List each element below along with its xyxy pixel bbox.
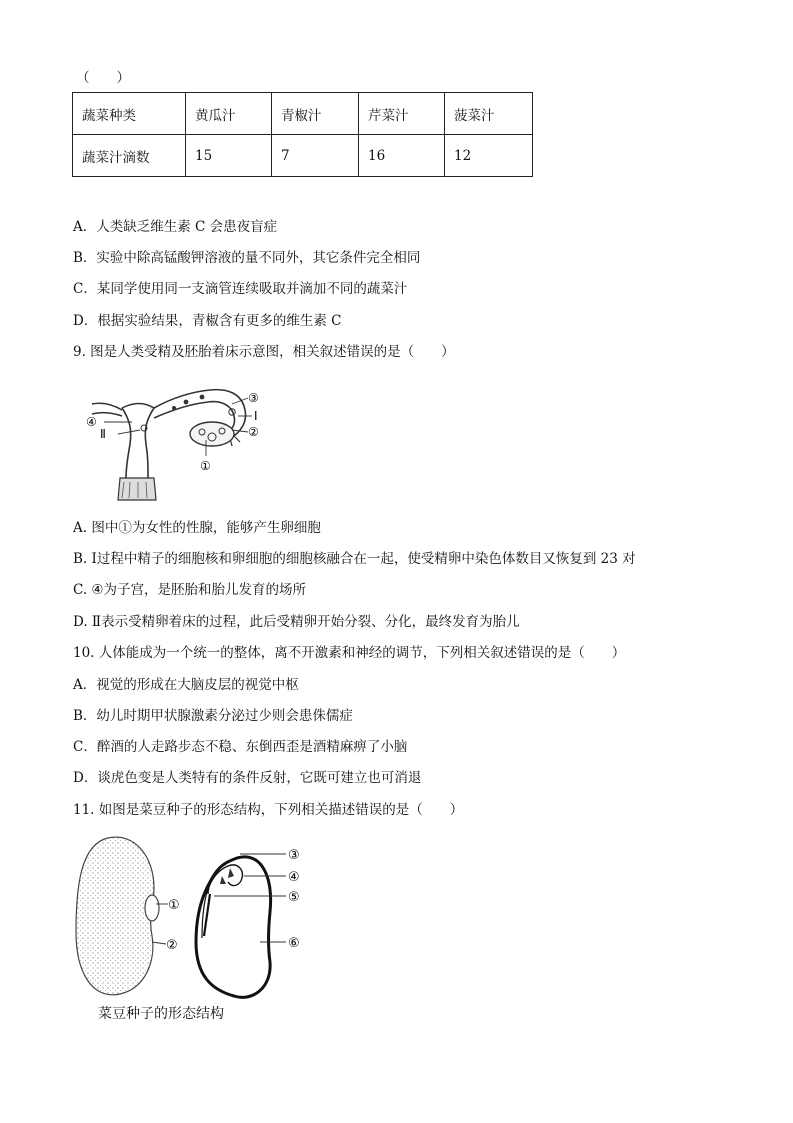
q9-stem: 9. 图是人类受精及胚胎着床示意图，相关叙述错误的是（ ） — [73, 344, 455, 360]
q8-option-b: B．实验中除高锰酸钾溶液的量不同外，其它条件完全相同 — [73, 250, 421, 266]
seed-label-1: ① — [168, 898, 180, 913]
q11-stem: 11. 如图是菜豆种子的形态结构，下列相关描述错误的是（ ） — [73, 802, 464, 818]
bean-seed-diagram — [72, 832, 312, 1004]
q10-option-b: B．幼儿时期甲状腺激素分泌过少则会患侏儒症 — [73, 708, 353, 724]
table-cell: 蔬菜汁滴数 — [73, 135, 186, 177]
q10-option-d: D．谈虎色变是人类特有的条件反射，它既可建立也可消退 — [73, 770, 422, 786]
diagram-label-i: Ⅰ — [254, 409, 258, 423]
table-cell: 菠菜汁 — [445, 93, 533, 135]
table-row — [73, 135, 533, 177]
table-cell: 12 — [445, 135, 533, 177]
q8-option-c: C．某同学使用同一支滴管连续吸取并滴加不同的蔬菜汁 — [73, 281, 408, 297]
diagram-label-3: ③ — [248, 391, 259, 405]
table-cell: 青椒汁 — [272, 93, 359, 135]
table-cell: 7 — [272, 135, 359, 177]
table-cell: 芹菜汁 — [359, 93, 445, 135]
table-cell: 蔬菜种类 — [73, 93, 186, 135]
q8-answer-paren: （ ） — [76, 70, 130, 86]
vegetable-juice-table — [72, 92, 533, 177]
seed-label-5: ⑤ — [288, 890, 300, 905]
diagram-label-1: ① — [200, 459, 211, 473]
diagram-label-ii: Ⅱ — [100, 427, 106, 441]
table-cell: 15 — [186, 135, 272, 177]
seed-label-2: ② — [166, 938, 178, 953]
table-row — [73, 93, 533, 135]
q9-option-c: C. ④为子宫，是胚胎和胎儿发育的场所 — [73, 582, 307, 598]
fertilization-diagram — [82, 382, 272, 504]
q9-option-d: D. Ⅱ表示受精卵着床的过程，此后受精卵开始分裂、分化，最终发育为胎儿 — [73, 614, 520, 630]
seed-label-3: ③ — [288, 848, 300, 863]
diagram-label-2: ② — [248, 425, 259, 439]
q10-option-c: C．醉酒的人走路步态不稳、东倒西歪是酒精麻痹了小脑 — [73, 739, 408, 755]
q8-option-d: D．根据实验结果，青椒含有更多的维生素 C — [73, 313, 342, 329]
table-cell: 黄瓜汁 — [186, 93, 272, 135]
q9-option-b: B. Ⅰ过程中精子的细胞核和卵细胞的细胞核融合在一起，使受精卵中染色体数目又恢复到 23 对 — [73, 551, 636, 567]
q8-option-a: A．人类缺乏维生素 C 会患夜盲症 — [73, 219, 278, 235]
q9-option-a: A. 图中①为女性的性腺，能够产生卵细胞 — [73, 520, 321, 536]
diagram-label-4: ④ — [86, 415, 97, 429]
seed-diagram-caption: 菜豆种子的形态结构 — [98, 1006, 224, 1022]
seed-label-6: ⑥ — [288, 936, 300, 951]
table-cell: 16 — [359, 135, 445, 177]
seed-label-4: ④ — [288, 870, 300, 885]
q10-stem: 10. 人体能成为一个统一的整体，离不开激素和神经的调节，下列相关叙述错误的是（ ） — [73, 645, 626, 661]
q10-option-a: A．视觉的形成在大脑皮层的视觉中枢 — [73, 677, 299, 693]
